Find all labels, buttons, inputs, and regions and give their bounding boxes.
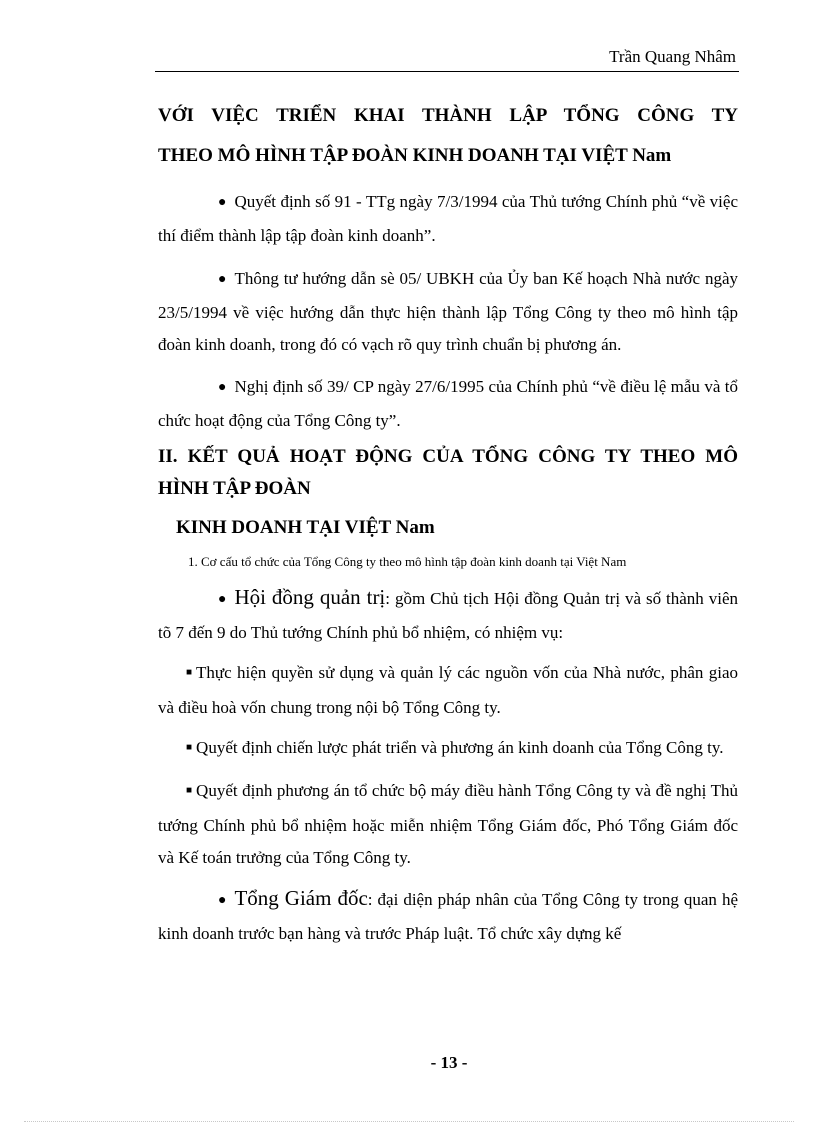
heading-line-2: THEO MÔ HÌNH TẬP ĐOÀN KINH DOANH TẠI VIỆT Nam: [158, 145, 672, 166]
bullet-dot-icon: ●: [218, 195, 227, 210]
page-content: [158, 96, 738, 950]
duty-item: [158, 732, 738, 767]
bullet-text: Nghị định số 39/ CP ngày 27/6/1995 của Chính phủ “về điều lệ mẫu và tổ chức hoạt động của Tổng Công ty”.: [158, 377, 738, 430]
bullet-text: Thông tư hướng dẫn sè 05/ UBKH của Ủy ban Kế hoạch Nhà nước ngày 23/5/1994 về việc hướng dẫn thực hiện thành lập Tổng Công ty theo mô hình tập đoàn kinh doanh, trong đó có vạch rõ quy trình chuẩn bị phương án.: [158, 269, 738, 354]
bullet-text: Quyết định số 91 - TTg ngày 7/3/1994 của Thủ tướng Chính phủ “về việc thí điểm thành lập tập đoàn kinh doanh”.: [158, 192, 738, 245]
section-heading-continued: [158, 96, 738, 176]
header-divider: [155, 71, 739, 72]
heading-line-1: VỚI VIỆC TRIỂN KHAI THÀNH LẬP TỔNG CÔNG TY: [158, 105, 738, 126]
bullet-paragraph: [158, 263, 738, 361]
square-bullet-icon: ■: [186, 785, 193, 796]
bullet-dot-icon: ●: [218, 272, 227, 287]
bullet-dot-icon: ●: [218, 380, 227, 395]
director-lead: Tổng Giám đốc: [234, 886, 368, 910]
duty-item: [158, 775, 738, 874]
section-heading-2: [158, 441, 738, 505]
square-bullet-icon: ■: [186, 667, 193, 678]
director-text: : đại diện pháp nhân của Tổng Công ty trong quan hệ kinh doanh trước bạn hàng và trước Pháp luật. Tổ chức xây dựng kế: [158, 890, 738, 943]
bullet-dot-icon: ●: [218, 592, 227, 607]
duty-text: Quyết định chiến lược phát triển và phương án kinh doanh của Tổng Công ty.: [196, 738, 724, 757]
board-paragraph: [158, 581, 738, 649]
square-bullet-icon: ■: [186, 742, 193, 753]
duty-item: [158, 657, 738, 724]
duty-text: Quyết định phương án tổ chức bộ máy điều hành Tổng Công ty và đề nghị Thủ tướng Chính phủ bổ nhiệm hoặc miễn nhiệm Tổng Giám đốc, Phó Tổng Giám đốc và Kế toán trưởng của Tổng Công ty.: [158, 781, 738, 867]
bullet-paragraph: [158, 186, 738, 252]
header-author: Trần Quang Nhâm: [609, 47, 736, 66]
heading2-line-2: HÌNH TẬP ĐOÀN: [158, 478, 311, 499]
bullet-dot-icon: ●: [218, 893, 227, 908]
duty-text: Thực hiện quyền sử dụng và quản lý các nguồn vốn của Nhà nước, phân giao và điều hoà vốn chung trong nội bộ Tổng Công ty.: [158, 663, 738, 717]
section-heading-2-sub: [158, 513, 738, 543]
board-text: : gồm Chủ tịch Hội đồng Quản trị và số thành viên tõ 7 đến 9 do Thủ tướng Chính phủ bổ nhiệm, có nhiệm vụ:: [158, 589, 739, 642]
page-number: - 13 -: [430, 1053, 468, 1072]
director-paragraph: [158, 882, 738, 950]
heading2-line-1: II. KẾT QUẢ HOẠT ĐỘNG CỦA TỔNG CÔNG TY THEO MÔ: [158, 446, 738, 467]
heading2-line-3: KINH DOANH TẠI VIỆT Nam: [176, 517, 435, 538]
subsection-title: 1. Cơ cấu tổ chức của Tổng Công ty theo mô hình tập đoàn kinh doanh tại Việt Nam: [188, 554, 627, 569]
bullet-paragraph: [158, 371, 738, 437]
page-bottom-border: [24, 1121, 794, 1122]
board-lead: Hội đồng quản trị: [234, 585, 386, 609]
